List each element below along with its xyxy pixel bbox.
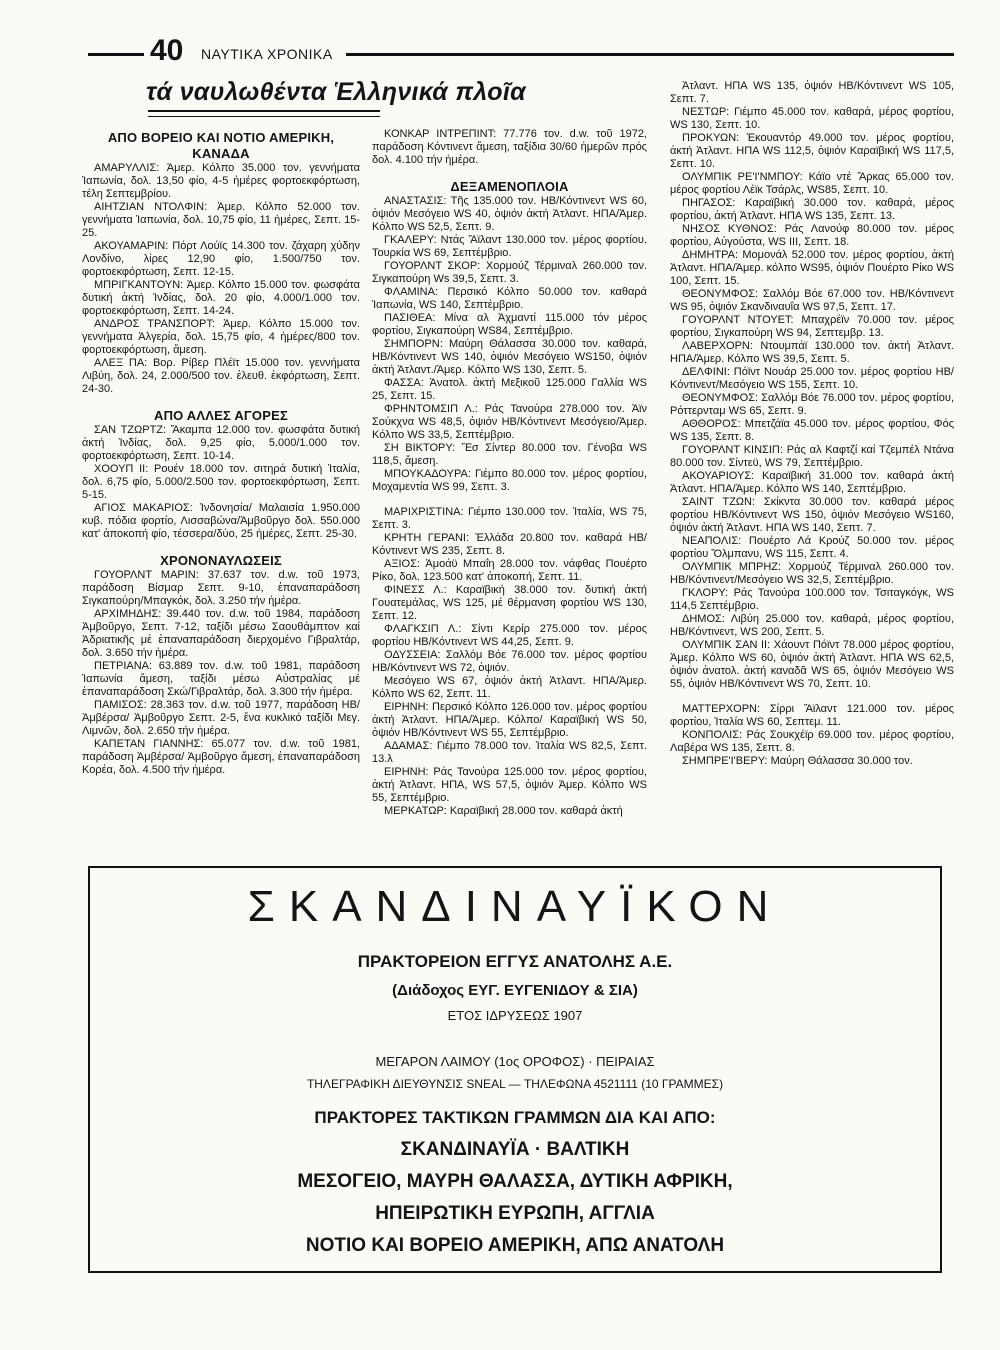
- charter-entry: Μεσόγειο WS 67, ὀψιόν ἀκτή Ἀτλαντ. ΗΠΑ/Ἀμερ. Κόλπο WS 62, Σεπτ. 11.: [372, 675, 647, 700]
- charter-entry: ΕΙΡΗΝΗ: Περσικό Κόλπο 126.000 τον. μέρος φορτίου ἀκτή Ἀτλαντ. ΗΠΑ/Ἀμερ. Κόλπο/ Καραϊβική WS 50, ὀψιόν ΗΒ/Κόντινεντ WS 55, Σεπτέμβριο.: [372, 701, 647, 739]
- charter-entry: ΜΑΡΙΧΡΙΣΤΙΝΑ: Γιέμπο 130.000 τον. Ἰταλία, WS 75, Σεπτ. 3.: [372, 506, 647, 531]
- charter-entry: ΑΓΙΟΣ ΜΑΚΑΡΙΟΣ: Ἰνδονησία/ Μαλαισία 1.950.000 κυβ. πόδια φορτίο, Λισσαβώνα/Ἀμβοῦργο δολ. 550.000 κατ' ἀποκοπή φίο, τέσσερα/δύο, 25 ἡμέρες, Σεπτ. 25-30.: [82, 502, 360, 540]
- page-header: [88, 34, 954, 67]
- charter-entry: ΔΗΜΗΤΡΑ: Μομονάλ 52.000 τον. μέρος φορτίου, ἀκτή Ἀτλαντ. ΗΠΑ/Ἀμερ. κόλπο WS95, ὀψιόν Πουέρτο Ρίκο WS 100, Σεπτ. 15.: [670, 249, 954, 287]
- section-heading: ΑΠΟ ΑΛΛΕΣ ΑΓΟΡΕΣ: [153, 408, 288, 423]
- charter-entry: ΚΡΗΤΗ ΓΕΡΑΝΙ: Ἑλλάδα 20.800 τον. καθαρά ΗΒ/Κόντινεντ WS 235, Σεπτ. 8.: [372, 532, 647, 557]
- charter-entry: ΝΕΑΠΟΛΙΣ: Πουέρτο Λά Κρούζ 50.000 τον. μέρος φορτίου Ὄλμπανυ, WS 115, Σεπτ. 4.: [670, 535, 954, 560]
- charter-entry: ΣΗ ΒΙΚΤΟΡΥ: Ἔσ Σίντερ 80.000 τον. Γένοβα WS 118,5, ἄμεση.: [372, 442, 647, 467]
- charter-entry: ΑΚΟΥΑΜΑΡΙΝ: Πόρτ Λούϊς 14.300 τον. ζάχαρη χύδην Λονδίνο, λίρες 12,90 φίο, 1.500/750 τον. φορτοεκφόρτωση, Σεπτ. 12-15.: [82, 240, 360, 278]
- page-number: 40: [150, 34, 184, 67]
- charter-entry: ΣΑΙΝΤ ΤΖΩΝ: Σκίκντα 30.000 τον. καθαρά μέρος φορτίου ΗΒ/Κόντινεντ WS 150, ὀψιόν Μεσόγειο WS160, ὀψιόν ἀκτή Ἀτλαντ. ΗΠΑ WS 140, Σεπτ. 7.: [670, 496, 954, 534]
- charter-entry: ΑΚΟΥΑΡΙΟΥΣ: Καραϊβική 31.000 τον. καθαρά ἀκτή Ἀτλαντ. ΗΠΑ/Ἀμερ. Κόλπο WS 140, Σεπτέμβριο.: [670, 470, 954, 495]
- charter-entry: ΘΕΟΝΥΜΦΟΣ: Σαλλόμ Βόε 67.000 τον. ΗΒ/Κόντινεντ WS 95, ὀψιόν Σκανδιναυΐα WS 97,5, Σεπτ. 17.: [670, 288, 954, 313]
- charter-entry: ΘΕΟΝΥΜΦΟΣ: Σαλλόμ Βόε 76.000 τον. μέρος φορτίου, Ρόττερνταμ WS 65, Σεπτ. 9.: [670, 392, 954, 417]
- title-underline: [148, 110, 380, 117]
- charter-entry: ΛΑΒΕΡΧΟΡΝ: Ντουμπάϊ 130.000 τον. ἀκτή Ἀτλαντ. ΗΠΑ/Ἀμερ. Κόλπο WS 39,5, Σεπτ. 5.: [670, 340, 954, 365]
- charter-entry: ΑΜΑΡΥΛΛΙΣ: Ἀμερ. Κόλπο 35.000 τον. γεννήματα Ἰαπωνία, δολ. 13,50 φίο, 4-5 ἡμέρες φορτοεκφόρτωση, τέλη Σεπτεμβρίου.: [82, 162, 360, 200]
- charter-entry: ΜΠΡΙΓΚΑΝΤΟΥΝ: Ἀμερ. Κόλπο 15.000 τον. φωσφάτα δυτική ἀκτή Ἰνδίας, δολ. 20 φίο, 4.000/1.000 τον. φορτοεκφόρτωση, Σεπτ. 14-24.: [82, 279, 360, 317]
- ad-founded: ΕΤΟΣ ΙΔΡΥΣΕΩΣ 1907: [447, 1008, 583, 1023]
- charter-entry: ΜΠΟΥΚΑΔΟΥΡΑ: Γιέμπο 80.000 τον. μέρος φορτίου, Μοχαμεντία WS 99, Σεπτ. 3.: [372, 468, 647, 493]
- charter-entry: ΦΛΑΓΚΣΙΠ Λ.: Σίντι Κερίρ 275.000 τον. μέρος φορτίου ΗΒ/Κόντινεντ WS 44,25, Σεπτ. 9.: [372, 623, 647, 648]
- charter-entry: ΝΕΣΤΩΡ: Γιέμπο 45.000 τον. καθαρά, μέρος φορτίου, WS 130, Σεπτ. 10.: [670, 106, 954, 131]
- charter-entry: ΚΑΠΕΤΑΝ ΓΙΑΝΝΗΣ: 65.077 τον. d.w. τοῦ 1981, παράδοση Ἀμβέρσα/ Ἀμβοῦργο ἄμεση, ἐπαναπαράδοση Κορέα, δολ. 4.500 τήν ἡμέρα.: [82, 738, 360, 776]
- charter-entry: ΣΗΜΠΟΡΝ: Μαύρη Θάλασσα 30.000 τον. καθαρά, ΗΒ/Κόντινεντ WS 140, ὀψιόν Μεσόγειο WS150, ὀψιόν ἀκτή Ἀτλαντ./Ἀμερ. Κόλπο WS 130, Σεπτ. 5.: [372, 338, 647, 376]
- charter-entry: ΣΑΝ ΤΖΩΡΤΖ: Ἄκαμπα 12.000 τον. φωσφάτα δυτική ἀκτή Ἰνδίας, δολ. 9,25 φίο, 5.000/1.000 τον. φορτοεκφόρτωση, Σεπτ. 10-14.: [82, 424, 360, 462]
- ad-agency-name: ΠΡΑΚΤΟΡΕΙΟΝ ΕΓΓΥΣ ΑΝΑΤΟΛΗΣ Α.Ε.: [357, 952, 673, 971]
- charter-entry: ΑΞΙΟΣ: Ἀμοάϋ Μπαΐη 28.000 τον. νάφθας Πουέρτο Ρίκο, δολ. 123.500 κατ' ἀποκοπή, Σεπτ. 11.: [372, 558, 647, 583]
- magazine-name: ΝΑΥΤΙΚΑ ΧΡΟΝΙΚΑ: [201, 45, 339, 63]
- charter-entry: ΑΙΗΤΖΙΑΝ ΝΤΟΛΦΙΝ: Ἀμερ. Κόλπο 52.000 τον. γεννήματα Ἰαπωνία, δολ. 10,75 φίο, 11 ἡμέρες, Σεπτ. 15-25.: [82, 201, 360, 239]
- charter-entry: ΚΟΝΠΟΛΙΣ: Ράς Σουκχέϊρ 69.000 τον. μέρος φορτίου, Λαβέρα WS 135, Σεπτ. 8.: [670, 729, 954, 754]
- charter-entry: ΓΟΥΟΡΛΝΤ ΜΑΡΙΝ: 37.637 τον. d.w. τοῦ 1973, παράδοση Βίσμαρ Σεπτ. 9-10, ἐπαναπαράδοση Σιγκαπούρη/Μπαγκόκ, δολ. 3.250 τήν ἡμέρα.: [82, 569, 360, 607]
- ad-route-2: ΜΕΣΟΓΕΙΟ, ΜΑΥΡΗ ΘΑΛΑΣΣΑ, ΔΥΤΙΚΗ ΑΦΡΙΚΗ,: [297, 1171, 733, 1192]
- header-rule-right: [346, 53, 954, 56]
- section-heading: ΔΕΞΑΜΕΝΟΠΛΟΙΑ: [450, 179, 569, 194]
- section-title: τά ναυλωθέντα Ἑλληνικά πλοῖα: [146, 78, 526, 106]
- charter-entry: ΑΛΕΞ ΠΑ: Βορ. Ρίβερ Πλέϊτ 15.000 τον. γεννήματα Λιβύη, δολ. 24, 2.000/500 τον. ἐλευθ. ἐκφόρτωση, Σεπτ. 24-30.: [82, 357, 360, 395]
- ad-brand-name: ΣΚΑΝΔΙΝΑΥΪΚΟΝ: [247, 882, 783, 931]
- header-rule-left: [88, 53, 144, 56]
- charter-entry: ΦΡΗΝΤΟΜΣΙΠ Λ.: Ράς Τανούρα 278.000 τον. Ἀϊν Σούκχνα WS 48,5, ὀψιόν ΗΒ/Κόντινεντ Μεσόγειο/Ἀμερ. Κόλπο WS 33,5, Σεπτέμβριο.: [372, 403, 647, 441]
- charter-entry: ΑΘΘΟΡΟΣ: Μπετζάϊα 45.000 τον. μέρος φορτίου, Φός WS 135, Σεπτ. 8.: [670, 418, 954, 443]
- ad-contact: ΤΗΛΕΓΡΑΦΙΚΗ ΔΙΕΥΘΥΝΣΙΣ SNEAL — ΤΗΛΕΦΩΝΑ 4521111 (10 ΓΡΑΜΜΕΣ): [306, 1077, 724, 1091]
- charter-entry: ΠΡΟΚΥΩΝ: Ἐκουαντόρ 49.000 τον. μέρος φορτίου, ἀκτή Ἀτλαντ. ΗΠΑ WS 112,5, ὀψιόν Καραϊβική WS 117,5, Σεπτ. 10.: [670, 132, 954, 170]
- advertisement-box: [88, 866, 942, 1273]
- section-heading: ΑΠΟ ΒΟΡΕΙΟ ΚΑΙ ΝΟΤΙΟ ΑΜΕΡΙΚΗ, ΚΑΝΑΔΑ: [107, 130, 335, 161]
- charter-entry: ΑΝΔΡΟΣ ΤΡΑΝΣΠΟΡΤ: Ἀμερ. Κόλπο 15.000 τον. γεννήματα Ἀλγερία, δολ. 15,75 φίο, 4 ἡμέρες/800 τον. φορτοεκφόρτωση, ἄμεση.: [82, 318, 360, 356]
- ad-route-3: ΗΠΕΙΡΩΤΙΚΗ ΕΥΡΩΠΗ, ΑΓΓΛΙΑ: [375, 1203, 655, 1224]
- charter-entry: ΦΑΣΣΑ: Ἀνατολ. ἀκτή Μεξικοῦ 125.000 Γαλλία WS 25, Σεπτ. 15.: [372, 377, 647, 402]
- ad-route-4: ΝΟΤΙΟ ΚΑΙ ΒΟΡΕΙΟ ΑΜΕΡΙΚΗ, ΑΠΩ ΑΝΑΤΟΛΗ: [305, 1235, 725, 1256]
- charter-entry: ΟΛΥΜΠΙΚ ΣΑΝ ΙΙ: Χάουντ Πόϊντ 78.000 μέρος φορτίου, Ἀμερ. Κόλπο WS 60, ὀψιόν ἀκτή Ἀτλαντ. ΗΠΑ WS 62,5, ὀψιόν ἀνατολ. ἀκτή καναδᾶ WS 65, ὀψιόν Μεσόγειο WS 55, ὀψιόν ΗΒ/Κόντινεντ WS 70, Σεπτ. 10.: [670, 639, 954, 690]
- charter-entry: ΔΗΜΟΣ: Λιβύη 25.000 τον. καθαρά, μέρος φορτίου, ΗΒ/Κόντινεντ, WS 200, Σεπτ. 5.: [670, 613, 954, 638]
- charter-entry: ΜΑΤΤΕΡΧΟΡΝ: Σίρρι Ἄϊλαντ 121.000 τον. μέρος φορτίου, Ἰταλία WS 60, Σεπτεμ. 11.: [670, 703, 954, 728]
- charter-entry: ΦΛΑΜΙΝΑ: Περσικό Κόλπο 50.000 τον. καθαρά Ἰαπωνία, WS 140, Σεπτέμβριο.: [372, 286, 647, 311]
- section-heading: ΧΡΟΝΟΝΑΥΛΩΣΕΙΣ: [160, 553, 282, 568]
- column-right: [670, 80, 954, 768]
- charter-entry: ΧΟΟΥΠ ΙΙ: Ρουέν 18.000 τον. σιτηρά δυτική Ἰταλία, δολ. 6,75 φίο, 5.000/2.500 τον. φορτοεκφόρτωση, Σεπτ. 5-15.: [82, 463, 360, 501]
- charter-entry: ΑΡΧΙΜΗΔΗΣ: 39.440 τον. d.w. τοῦ 1984, παράδοση Ἀμβοῦργο, Σεπτ. 7-12, ταξίδι μέσω Σαουθάμπτον καί Ἀδριατικῆς μέ ἐπαναπαράδοση διερχομένο Γιβραλτάρ, δολ. 3.650 τήν ἡμέρα.: [82, 608, 360, 659]
- charter-entry: ΠΑΣΙΘΕΑ: Μίνα αλ Ἀχμαντί 115.000 τόν μέρος φορτίου, Σιγκαπούρη WS84, Σεπτέμβριο.: [372, 312, 647, 337]
- ad-route-1: ΣΚΑΝΔΙΝΑΥΪΑ · ΒΑΛΤΙΚΗ: [400, 1139, 630, 1160]
- charter-entry: ΓΟΥΟΡΛΝΤ ΚΙΝΣΙΠ: Ράς αλ Καφτζί καί Τζεμπέλ Ντάνα 80.000 τον. Σίντεϋ, WS 79, Σεπτέμβριο.: [670, 444, 954, 469]
- charter-entry: ΓΟΥΟΡΛΝΤ ΝΤΟΥΕΤ: Μπαχρέϊν 70.000 τον. μέρος φορτίου, Σιγκαπούρη WS 94, Σεπτεμβρ. 13.: [670, 314, 954, 339]
- column-left: [82, 130, 360, 777]
- charter-entry: ΦΙΝΕΣΣ Λ.: Καραϊβική 38.000 τον. δυτική ἀκτή Γουατεμάλας, WS 125, μέ θέρμανση φορτίου WS 130, Σεπτ. 12.: [372, 584, 647, 622]
- charter-entry: ΝΗΣΟΣ ΚΥΘΝΟΣ: Ράς Λανούφ 80.000 τον. μέρος φορτίου, Αὐγούστα, WS III, Σεπτ. 18.: [670, 223, 954, 248]
- ad-address: ΜΕΓΑΡΟΝ ΛΑΙΜΟΥ (1ος ΟΡΟΦΟΣ) · ΠΕΙΡΑΙΑΣ: [375, 1054, 655, 1069]
- charter-entry: ΔΕΛΦΙΝΙ: Πόϊντ Νουάρ 25.000 τον. μέρος φορτίου ΗΒ/Κόντινεντ/Μεσόγειο WS 155, Σεπτ. 10.: [670, 366, 954, 391]
- ad-successor: (Διάδοχος ΕΥΓ. ΕΥΓΕΝΙΔΟΥ & ΣΙΑ): [392, 982, 638, 999]
- charter-entry: ΠΑΜΙΣΟΣ: 28.363 τον. d.w. τοῦ 1977, παράδοση ΗΒ/Ἀμβέρσα/ Ἀμβοῦργο Σεπτ. 2-5, ἕνα κυκλικό ταξίδι Μεγ. Λιμνῶν, δολ. 2.650 τήν ἡμέρα.: [82, 699, 360, 737]
- charter-entry: ΓΚΑΛΕΡΥ: Ντάς Ἄϊλαντ 130.000 τον. μέρος φορτίου. Τουρκία WS 69, Σεπτέμβριο.: [372, 234, 647, 259]
- charter-entry: ΠΕΤΡΙΑΝΑ: 63.889 τον. d.w. τοῦ 1981, παράδοση Ἰαπωνία ἄμεση, ταξίδι μέσω Αὐστραλίας μέ ἐπαναπαράδοση Σκώ/Γιβραλτάρ, δολ. 3.300 τήν ἡμέρα.: [82, 660, 360, 698]
- charter-entry: ΟΛΥΜΠΙΚ ΡΕ'Ι'ΝΜΠΟΥ: Κάϊο ντέ Ἄρκας 65.000 τον. μέρος φορτίου Λέϊκ Τσάρλς, WS85, Σεπτ. 10.: [670, 171, 954, 196]
- charter-entry: ΑΝΑΣΤΑΣΙΣ: Τῆς 135.000 τον. ΗΒ/Κόντινεντ WS 60, ὀψιόν Μεσόγειο WS 40, ὀψιόν ἀκτή Ἀτλαντ. ΗΠΑ/Ἀμερ. Κόλπο WS 52,5, Σεπτ. 9.: [372, 195, 647, 233]
- charter-entry: ΠΗΓΑΣΟΣ: Καραϊβική 30.000 τον. καθαρά, μέρος φορτίου, ἀκτή Ἀτλαντ. ΗΠΑ WS 135, Σεπτ. 13.: [670, 197, 954, 222]
- column-middle: [372, 128, 647, 818]
- ad-lines-heading: ΠΡΑΚΤΟΡΕΣ ΤΑΚΤΙΚΩΝ ΓΡΑΜΜΩΝ ΔΙΑ ΚΑΙ ΑΠΟ:: [314, 1108, 716, 1127]
- charter-entry: ΜΕΡΚΑΤΩΡ: Καραϊβική 28.000 τον. καθαρά ἀκτή: [384, 805, 623, 817]
- charter-entry: ΟΛΥΜΠΙΚ ΜΠΡΗΖ: Χορμούζ Τέρμιναλ 260.000 τον. ΗΒ/Κόντινεντ/Μεσόγειο WS 32,5, Σεπτέμβριο.: [670, 561, 954, 586]
- charter-entry: ΣΗΜΠΡΕ'Ι'ΒΕΡΥ: Μαύρη Θάλασσα 30.000 τον.: [682, 755, 913, 767]
- charter-entry: ΓΟΥΟΡΛΝΤ ΣΚΟΡ: Χορμούζ Τέρμιναλ 260.000 τον. Σιγκαπούρη Ws 39,5, Σεπτ. 3.: [372, 260, 647, 285]
- charter-entry: ΚΟΝΚΑΡ ΙΝΤΡΕΠΙΝΤ: 77.776 τον. d.w. τοῦ 1972, παράδοση Κόντινεντ ἄμεση, ταξίδια 30/60 ἡμερῶν πρός δολ. 4.100 τήν ἡμέρα.: [372, 128, 647, 166]
- charter-entry: ΓΚΛΟΡΥ: Ράς Τανούρα 100.000 τον. Τσιταγκόγκ, WS 114,5 Σεπτέμβριο.: [670, 587, 954, 612]
- charter-entry: ΑΔΑΜΑΣ: Γιέμπο 78.000 τον. Ἰταλία WS 82,5, Σεπτ. 13.λ: [372, 740, 647, 765]
- charter-entry: ΟΔΥΣΣΕΙΑ: Σαλλόμ Βόε 76.000 τον. μέρος φορτίου ΗΒ/Κόντινεντ WS 72, ὀψιόν.: [372, 649, 647, 674]
- charter-entry: ΕΙΡΗΝΗ: Ράς Τανούρα 125.000 τον. μέρος φορτίου, ἀκτή Ἀτλαντ. ΗΠΑ, WS 57,5, ὀψιόν Ἀμερ. Κόλπο WS 55, Σεπτέμβριο.: [372, 766, 647, 804]
- charter-entry: Ἀτλαντ. ΗΠΑ WS 135, ὀψιόν ΗΒ/Κόντινεντ WS 105, Σεπτ. 7.: [670, 80, 954, 105]
